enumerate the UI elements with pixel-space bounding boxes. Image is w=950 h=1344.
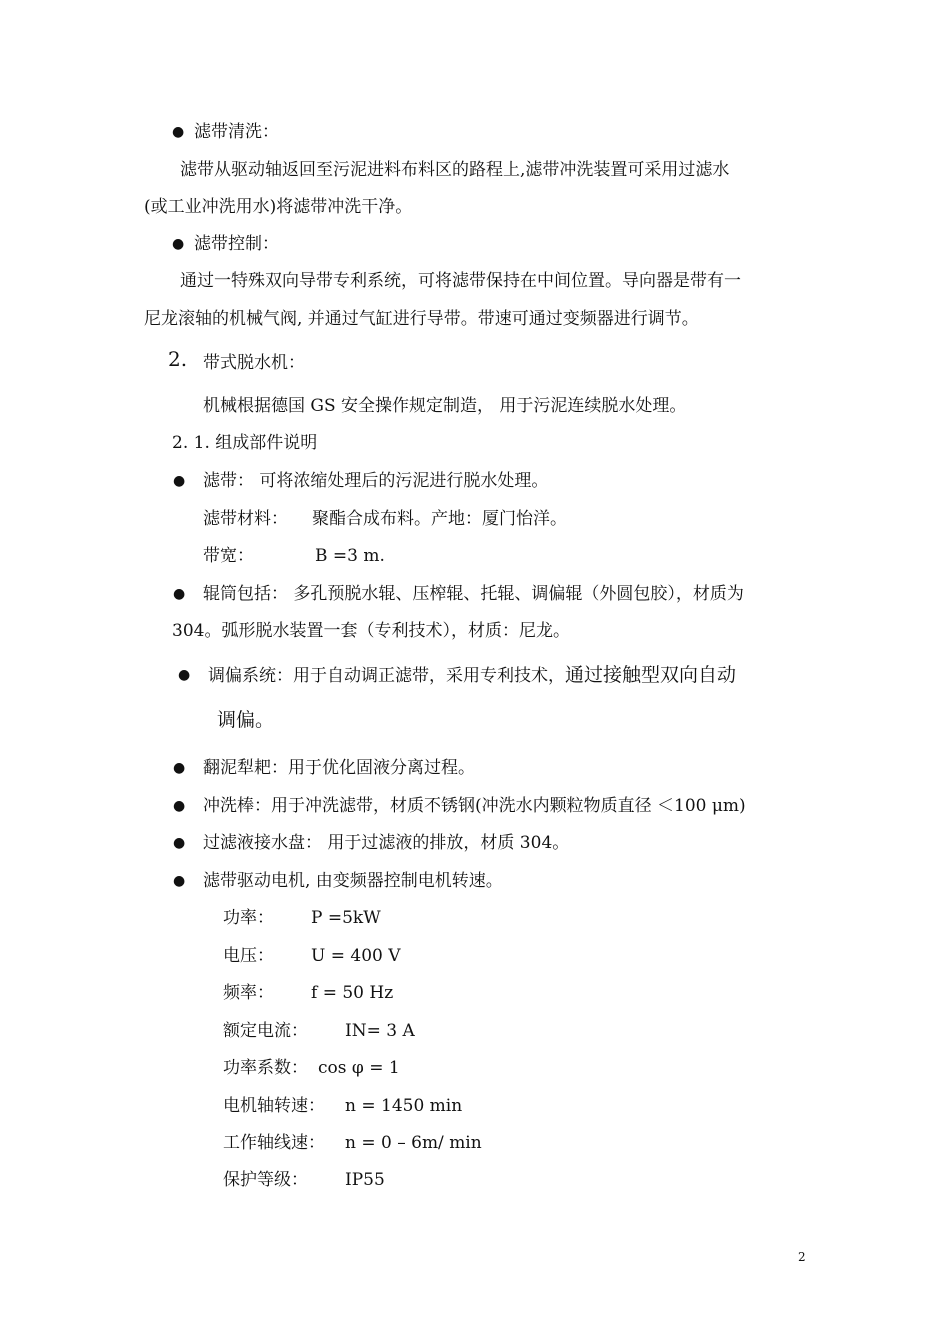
item-wash-bar: 冲洗棒：用于冲洗滤带，材质不锈钢(冲洗水内颗粒物质直径 ＜100 μm) (203, 796, 746, 816)
spec-label: 工作轴线速： (223, 1133, 325, 1153)
item-rollers-cont: 304。弧形脱水装置一套（专利技术），材质：尼龙。 (172, 621, 570, 641)
belt-width-value: B =3 m. (315, 546, 385, 566)
section-title: 带式脱水机： (203, 353, 305, 373)
bullet-icon: ● (173, 760, 186, 776)
bullet-icon: ● (173, 586, 186, 602)
item-tracking-cont: 调偏。 (217, 709, 275, 731)
item-tracking-part2: 通过接触型双向自动 (565, 664, 737, 686)
bullet-icon: ● (173, 798, 186, 814)
paragraph-line: (或工业冲洗用水)将滤带冲洗干净。 (144, 197, 413, 217)
page-number: 2 (798, 1250, 806, 1264)
item-belt: 滤带： 可将浓缩处理后的污泥进行脱水处理。 (203, 471, 549, 491)
bullet-icon: ● (178, 667, 191, 683)
belt-material-label: 滤带材料： (203, 509, 288, 529)
bullet-icon: ● (173, 835, 186, 851)
spec-label: 电压： (223, 946, 274, 966)
item-rollers: 辊筒包括： 多孔预脱水辊、压榨辊、托辊、调偏辊（外圆包胶），材质为 (203, 584, 744, 604)
spec-value: n = 1450 min (345, 1096, 463, 1116)
spec-value: P =5kW (311, 908, 381, 928)
bullet-icon: ● (172, 124, 185, 140)
item-tracking (208, 664, 736, 687)
bullet-icon: ● (173, 473, 186, 489)
spec-label: 功率系数： (223, 1058, 308, 1078)
spec-label: 功率： (223, 908, 274, 928)
spec-value: n = 0 – 6m/ min (345, 1133, 482, 1153)
paragraph-line: 尼龙滚轴的机械气阀, 并通过气缸进行导带。带速可通过变频器进行调节。 (144, 309, 699, 329)
paragraph-line: 滤带从驱动轴返回至污泥进料布料区的路程上,滤带冲洗装置可采用过滤水 (180, 160, 730, 180)
item-tracking-part1: 调偏系统：用于自动调正滤带，采用专利技术， (208, 666, 565, 686)
belt-material-value: 聚酯合成布料。产地：厦门怡洋。 (312, 509, 567, 529)
spec-label: 电机轴转速： (223, 1096, 325, 1116)
item-plough: 翻泥犁耙：用于优化固液分离过程。 (203, 758, 475, 778)
spec-label: 保护等级： (223, 1170, 308, 1190)
item-filtrate-tray: 过滤液接水盘： 用于过滤液的排放，材质 304。 (203, 833, 570, 853)
spec-value: f = 50 Hz (311, 983, 394, 1003)
heading-belt-control: 滤带控制： (194, 234, 279, 254)
section-intro: 机械根据德国 GS 安全操作规定制造， 用于污泥连续脱水处理。 (203, 396, 687, 416)
spec-value: IN= 3 A (345, 1021, 415, 1041)
spec-label: 额定电流： (223, 1021, 308, 1041)
subsection-title: 2. 1. 组成部件说明 (172, 433, 318, 453)
spec-value: IP55 (345, 1170, 385, 1190)
bullet-icon: ● (173, 873, 186, 889)
section-number: 2. (168, 347, 188, 371)
heading-belt-wash: 滤带清洗： (194, 122, 279, 142)
paragraph-line: 通过一特殊双向导带专利系统，可将滤带保持在中间位置。导向器是带有一 (180, 271, 741, 291)
belt-width-label: 带宽： (203, 546, 254, 566)
spec-value: cos φ = 1 (318, 1058, 400, 1078)
spec-value: U = 400 V (311, 946, 401, 966)
spec-label: 频率： (223, 983, 274, 1003)
item-drive-motor: 滤带驱动电机, 由变频器控制电机转速。 (203, 871, 503, 891)
bullet-icon: ● (172, 236, 185, 252)
